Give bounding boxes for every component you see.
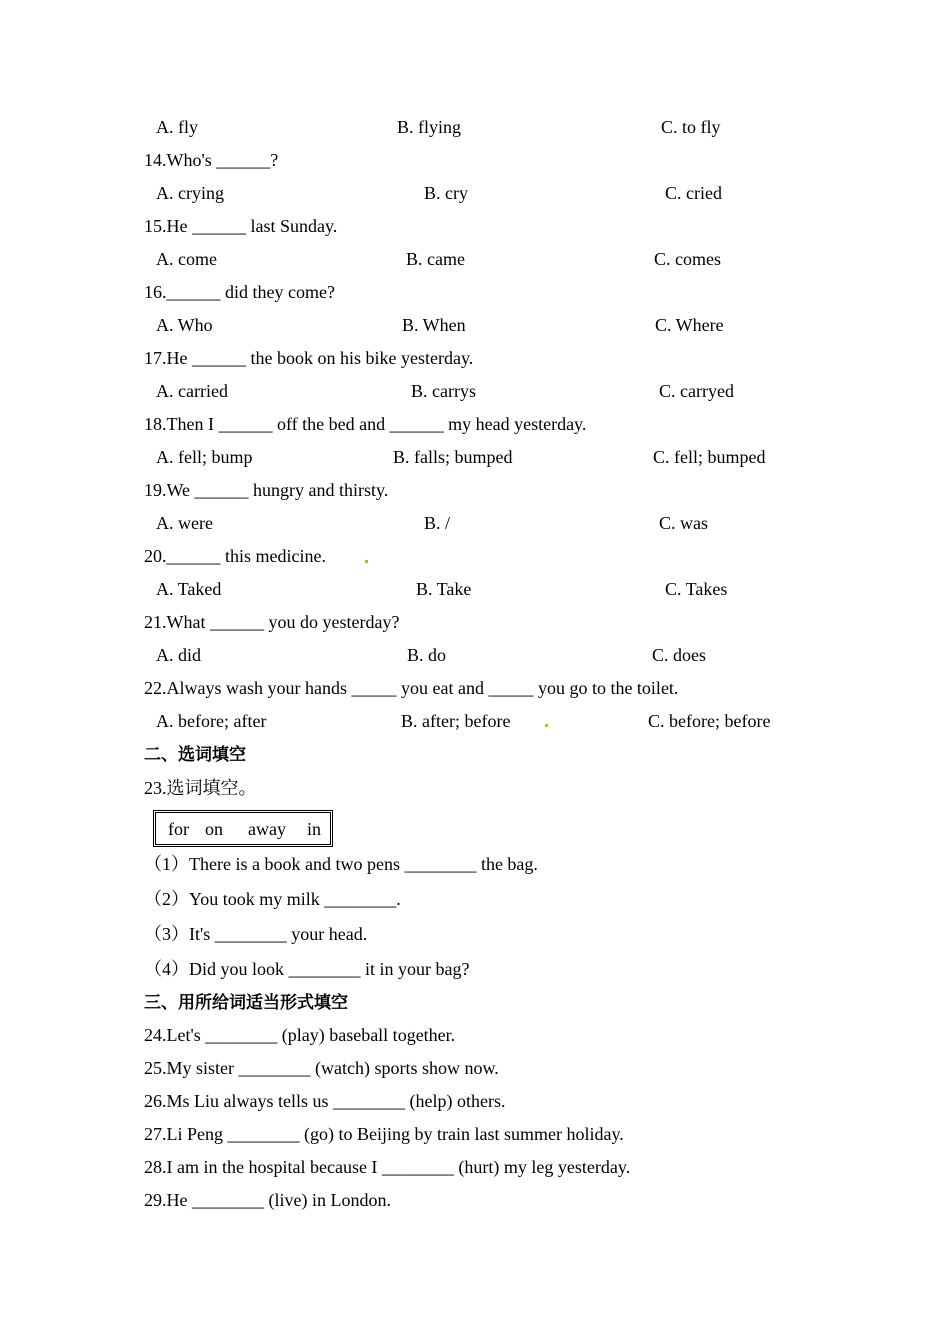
- scan-speck: [545, 724, 548, 727]
- q22-option-a: A. before; after: [156, 711, 267, 731]
- q14-option-b: B. cry: [424, 183, 468, 203]
- q18-option-a: A. fell; bump: [156, 447, 253, 467]
- q19-option-b: B. /: [424, 513, 451, 533]
- q24: 24.Let's ________ (play) baseball together.: [144, 1025, 456, 1045]
- q16-option-c: C. Where: [655, 315, 724, 335]
- q23-item-2: （2）You took my milk ________.: [144, 889, 401, 909]
- q19-option-a: A. were: [156, 513, 213, 533]
- q16-option-b: B. When: [402, 315, 466, 335]
- q18-stem: 18.Then I ______ off the bed and ______ my head yesterday.: [144, 414, 587, 434]
- q14-stem: 14.Who's ______?: [144, 150, 279, 170]
- q17-stem: 17.He ______ the book on his bike yesterday.: [144, 348, 474, 368]
- q25: 25.My sister ________ (watch) sports show now.: [144, 1058, 499, 1078]
- q15-option-c: C. comes: [654, 249, 721, 269]
- q14-option-a: A. crying: [156, 183, 224, 203]
- word-bank-word: on: [205, 819, 223, 839]
- q21-option-c: C. does: [652, 645, 706, 665]
- section-3-heading: 三、用所给词适当形式填空: [144, 993, 348, 1013]
- q14-option-c: C. cried: [665, 183, 722, 203]
- q19-option-c: C. was: [659, 513, 708, 533]
- word-bank-word: for: [168, 819, 189, 839]
- q19-stem: 19.We ______ hungry and thirsty.: [144, 480, 389, 500]
- q15-stem: 15.He ______ last Sunday.: [144, 216, 338, 236]
- scan-speck: [365, 560, 368, 563]
- q22-stem: 22.Always wash your hands _____ you eat and _____ you go to the toilet.: [144, 678, 679, 698]
- q20-option-b: B. Take: [416, 579, 472, 599]
- q21-option-a: A. did: [156, 645, 201, 665]
- q28: 28.I am in the hospital because I ________ (hurt) my leg yesterday.: [144, 1157, 631, 1177]
- q20-option-c: C. Takes: [665, 579, 728, 599]
- q22-option-b: B. after; before: [401, 711, 511, 731]
- q13-option-a: A. fly: [156, 117, 198, 137]
- q16-stem: 16.______ did they come?: [144, 282, 335, 302]
- q23-item-1: （1）There is a book and two pens ________ the bag.: [144, 854, 538, 874]
- q21-stem: 21.What ______ you do yesterday?: [144, 612, 400, 632]
- word-bank-word: in: [307, 819, 322, 839]
- q17-option-c: C. carryed: [659, 381, 734, 401]
- q20-stem: 20.______ this medicine.: [144, 546, 326, 566]
- q23-item-4: （4）Did you look ________ it in your bag?: [144, 959, 470, 979]
- word-bank-box: [153, 810, 333, 847]
- q18-option-c: C. fell; bumped: [653, 447, 766, 467]
- q23-item-3: （3）It's ________ your head.: [144, 924, 368, 944]
- q21-option-b: B. do: [407, 645, 447, 665]
- q23-stem: 23.选词填空。: [144, 778, 257, 798]
- q26: 26.Ms Liu always tells us ________ (help) others.: [144, 1091, 506, 1111]
- q13-option-b: B. flying: [397, 117, 462, 137]
- q27: 27.Li Peng ________ (go) to Beijing by train last summer holiday.: [144, 1124, 624, 1144]
- q18-option-b: B. falls; bumped: [393, 447, 513, 467]
- section-2-heading: 二、选词填空: [144, 745, 246, 765]
- q29: 29.He ________ (live) in London.: [144, 1190, 391, 1210]
- q20-option-a: A. Taked: [156, 579, 222, 599]
- q17-option-b: B. carrys: [411, 381, 476, 401]
- q15-option-b: B. came: [406, 249, 465, 269]
- q22-option-c: C. before; before: [648, 711, 771, 731]
- q13-option-c: C. to fly: [661, 117, 721, 137]
- word-bank-word: away: [248, 819, 286, 839]
- q17-option-a: A. carried: [156, 381, 228, 401]
- q16-option-a: A. Who: [156, 315, 213, 335]
- q15-option-a: A. come: [156, 249, 217, 269]
